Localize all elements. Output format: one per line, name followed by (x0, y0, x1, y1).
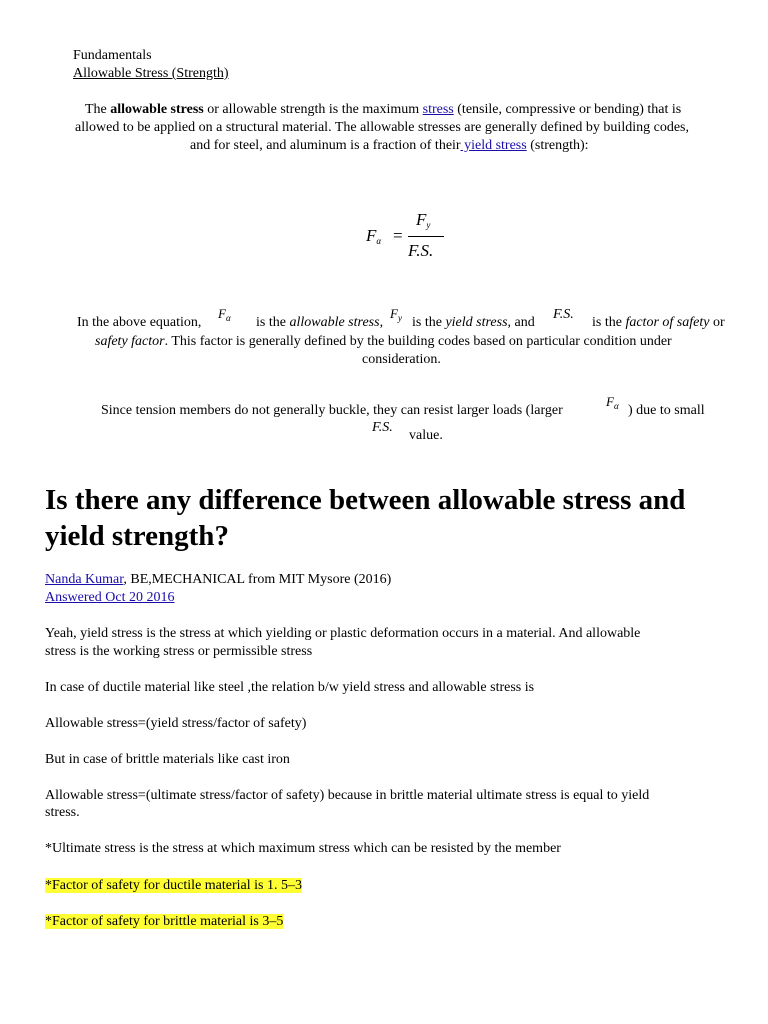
answer-p5-line-1: Allowable stress=(ultimate stress/factor of safety) because in brittle material ultimate stress is equal to yield (45, 788, 650, 803)
answer-p2: In case of ductile material like steel ,the relation b/w yield stress and allowable stress is (45, 680, 535, 695)
formula-numerator: $F_y$ (416, 210, 431, 230)
question-heading-line-2: yield strength? (45, 520, 229, 552)
stress-link[interactable]: stress (422, 102, 454, 117)
yield-stress-link[interactable]: yield stress (460, 138, 527, 153)
tension-c: value. (409, 428, 443, 443)
tension-fa-symbol: $F_\alpha$ (606, 394, 619, 411)
tension-b: ) due to small (628, 403, 705, 418)
answered-line (45, 589, 174, 606)
explain-line-2: safety factor. This factor is generally defined by the building codes based on particular condition under (95, 334, 672, 349)
author-link[interactable]: Nanda Kumar (45, 572, 124, 587)
explain-c: is the yield stress, and (412, 315, 535, 330)
page-subtitle: Allowable Stress (Strength) (73, 66, 229, 81)
answer-p3: Allowable stress=(yield stress/factor of safety) (45, 716, 307, 731)
answer-p8-highlight: *Factor of safety for brittle material is 3–5 (45, 914, 284, 929)
answer-p1-line-2: stress is the working stress or permissible stress (45, 644, 313, 659)
intro-line-3: and for steel, and aluminum is a fraction of their yield stress (strength): (190, 138, 589, 153)
allowable-stress-term: allowable stress (110, 102, 204, 117)
intro-line-2: allowed to be applied on a structural material. The allowable stresses are generally defined by building codes, (75, 120, 689, 135)
formula-equals: = (393, 226, 403, 245)
answered-date-link[interactable]: Answered Oct 20 2016 (45, 590, 175, 605)
explain-e: is the factor of safety or (592, 315, 725, 330)
intro-line-1: The allowable stress or allowable strength is the maximum stress (tensile, compressive or bending) that is (85, 102, 682, 117)
author-line: Nanda Kumar, BE,MECHANICAL from MIT Mysore (2016) (45, 572, 392, 587)
formula-denominator: F.S. (408, 241, 434, 260)
tension-fs-symbol: F.S. (372, 420, 393, 435)
explain-line-3: consideration. (362, 352, 441, 367)
answer-p5-line-2: stress. (45, 805, 80, 820)
answer-p7-highlight: *Factor of safety for ductile material is 1. 5–3 (45, 878, 302, 893)
answer-p1-line-1: Yeah, yield stress is the stress at which yielding or plastic deformation occurs in a material. And allowable (45, 626, 641, 641)
explain-a: In the above equation, (77, 315, 202, 330)
section-label: Fundamentals (73, 48, 152, 63)
answer-p4: But in case of brittle materials like cast iron (45, 752, 290, 767)
formula-lhs: $F_\alpha$ (366, 226, 382, 246)
fraction-bar (408, 236, 444, 237)
explain-fy-symbol: $F_y$ (390, 306, 402, 323)
explain-fa-symbol: $F_\alpha$ (218, 306, 231, 323)
explain-fs-symbol: F.S. (553, 307, 574, 322)
explain-b: is the allowable stress, (256, 315, 384, 330)
question-heading-line-1: Is there any difference between allowable stress and (45, 484, 686, 516)
tension-a: Since tension members do not generally buckle, they can resist larger loads (larger (101, 403, 563, 418)
answer-p6: *Ultimate stress is the stress at which maximum stress which can be resisted by the member (45, 841, 561, 856)
